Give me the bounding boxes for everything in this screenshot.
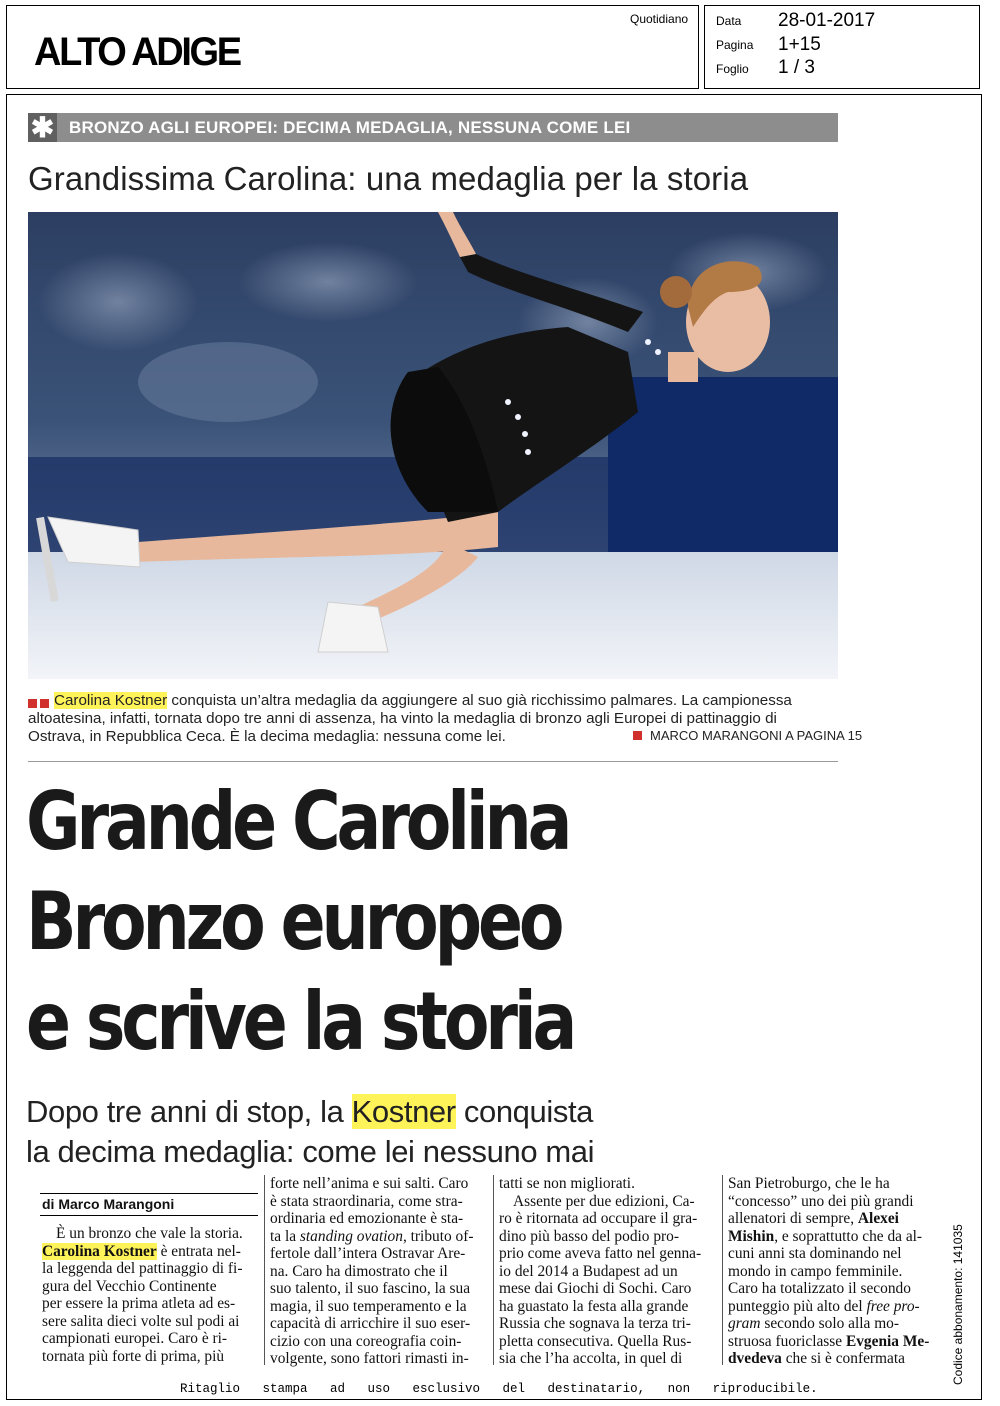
body-line: ro è ritornata ad occupare il gra-	[499, 1210, 698, 1227]
meta-value-foglio: 1 / 3	[778, 57, 815, 78]
body-line: ta la	[270, 1227, 300, 1245]
body-line: sere salita dieci volte sul podi ai	[42, 1312, 240, 1330]
column-divider	[493, 1175, 494, 1365]
column-divider	[264, 1175, 265, 1365]
body-line: io del 2014 a Budapest ad un	[499, 1262, 678, 1280]
main-headline-line3: e scrive la storia	[26, 975, 574, 1068]
subheadline-text: Dopo tre anni di stop, la	[26, 1094, 352, 1129]
publication-type: Quotidiano	[630, 12, 689, 26]
byline: di Marco Marangoni	[42, 1196, 175, 1212]
body-line: cizio con una coreografia coin-	[270, 1332, 462, 1350]
body-line: forte nell’anima e sui salti. Caro	[270, 1175, 469, 1192]
body-line: sia che l’ha accolta, in quel di	[499, 1350, 683, 1367]
body-bold: Evgenia Me-	[845, 1332, 930, 1350]
body-line: mese dai Giochi di Sochi. Caro	[499, 1280, 692, 1297]
body-line: San Pietroburgo, che le ha	[728, 1175, 890, 1192]
caption-line3: Ostrava, in Repubblica Ceca. È la decima medaglia: nessuna come lei.	[28, 728, 506, 745]
body-line: è entrata nel-	[156, 1242, 241, 1260]
section-divider	[28, 761, 838, 762]
body-line: prio come aveva fatto nel genna-	[499, 1245, 702, 1262]
body-bold: Mishin	[728, 1227, 775, 1245]
body-name-highlight: Carolina Kostner	[42, 1242, 157, 1260]
body-line: Assente per due edizioni, Ca-	[513, 1192, 695, 1210]
main-headline-line2: Bronzo europeo	[26, 875, 561, 968]
body-line: , tributo of-	[402, 1227, 474, 1245]
caption-credit: MARCO MARANGONI A PAGINA 15	[650, 728, 863, 743]
body-line: tatti se non migliorati.	[499, 1175, 635, 1192]
article-column-4	[728, 1175, 945, 1368]
byline-rule	[40, 1193, 258, 1194]
kicker-text: BRONZO AGLI EUROPEI: DECIMA MEDAGLIA, NESSUNA COME LEI	[69, 118, 631, 137]
subscription-code: Codice abbonamento: 141035	[951, 1224, 965, 1385]
body-line: na. Caro ha dimostrato che il	[270, 1262, 448, 1280]
body-line: , e soprattutto che da al-	[774, 1227, 923, 1245]
body-line: secondo solo alla mo-	[760, 1315, 899, 1332]
body-line: pletta consecutiva. Quella Rus-	[499, 1332, 692, 1350]
caption-line1: conquista un’altra medaglia da aggiungere al suo già ricchissimo palmares. La campionessa	[171, 692, 792, 709]
subheadline-highlight: Kostner	[351, 1094, 456, 1129]
article-column-1	[42, 1225, 258, 1365]
body-bold: Alexei	[857, 1210, 899, 1227]
article-column-2	[270, 1175, 488, 1368]
body-line: Russia che sognava la terza tri-	[499, 1315, 691, 1332]
body-line: ha guastato la festa alla grande	[499, 1297, 689, 1315]
masthead: ALTO ADIGE	[34, 30, 240, 74]
credit-marker-icon	[633, 731, 642, 740]
meta-label-foglio: Foglio	[716, 62, 749, 76]
meta-value-pagina: 1+15	[778, 34, 821, 55]
body-line: gura del Vecchio Continente	[42, 1277, 217, 1295]
subheadline-line2: la decima medaglia: come lei nessuno mai	[26, 1134, 595, 1169]
body-italic: standing ovation	[299, 1227, 403, 1245]
body-line: punteggio più alto del	[728, 1297, 867, 1315]
meta-label-data: Data	[716, 14, 742, 28]
body-line: ordinaria ed emozionante è sta-	[270, 1210, 464, 1227]
body-line: campionati europei. Caro è ri-	[42, 1330, 228, 1347]
body-line: fertole dall’intera Ostravar Are-	[270, 1245, 466, 1262]
article-photo	[28, 212, 838, 679]
subheadline-text: conquista	[455, 1094, 594, 1129]
body-line: Caro ha totalizzato il secondo	[728, 1280, 911, 1297]
body-line: volgente, sono fattori rimasti in-	[270, 1350, 469, 1367]
body-line: allenatori di sempre,	[728, 1210, 858, 1227]
subheadline-line1	[26, 1094, 593, 1130]
body-line: magia, il suo temperamento e la	[270, 1297, 467, 1315]
body-line: dino più basso del podio pro-	[499, 1227, 679, 1245]
caption-name: Carolina Kostner	[54, 692, 168, 709]
body-line: tornata più forte di prima, più	[42, 1347, 225, 1365]
body-line: “concesso” uno dei più grandi	[728, 1192, 914, 1210]
reproduction-notice: Ritaglio stampa ad uso esclusivo del destinatario, non riproducibile.	[180, 1382, 818, 1396]
body-line: è stata straordinaria, come stra-	[270, 1192, 463, 1210]
top-headline: Grandissima Carolina: una medaglia per la storia	[28, 160, 749, 197]
body-line: struosa fuoriclasse	[728, 1332, 846, 1350]
main-headline-line1: Grande Carolina	[26, 775, 569, 868]
byline-rule	[40, 1215, 258, 1216]
meta-label-pagina: Pagina	[716, 38, 754, 52]
body-italic: free pro-	[866, 1297, 920, 1315]
body-line: cuni anni sta dominando nel	[728, 1245, 902, 1262]
body-line: mondo in campo femminile.	[728, 1262, 903, 1280]
body-line: È un bronzo che vale la storia.	[56, 1225, 243, 1242]
body-line: capacità di arricchire il suo eser-	[270, 1315, 471, 1332]
asterisk-icon: ✱	[28, 113, 57, 142]
body-line: la leggenda del pattinaggio di fi-	[42, 1260, 243, 1277]
body-italic: gram	[728, 1315, 761, 1332]
column-divider	[722, 1175, 723, 1365]
body-line: per essere la prima atleta ad es-	[42, 1295, 236, 1312]
caption-line2: altoatesina, infatti, tornata dopo tre anni di assenza, ha vinto la medaglia di bronzo agli Europei di pattinaggio di	[28, 710, 777, 727]
article-column-3	[499, 1175, 716, 1368]
body-line: suo talento, il suo fascino, la sua	[270, 1280, 471, 1297]
body-line: che si è confermata	[781, 1350, 905, 1367]
body-bold: dvedeva	[728, 1350, 782, 1367]
meta-value-data: 28-01-2017	[778, 10, 876, 31]
